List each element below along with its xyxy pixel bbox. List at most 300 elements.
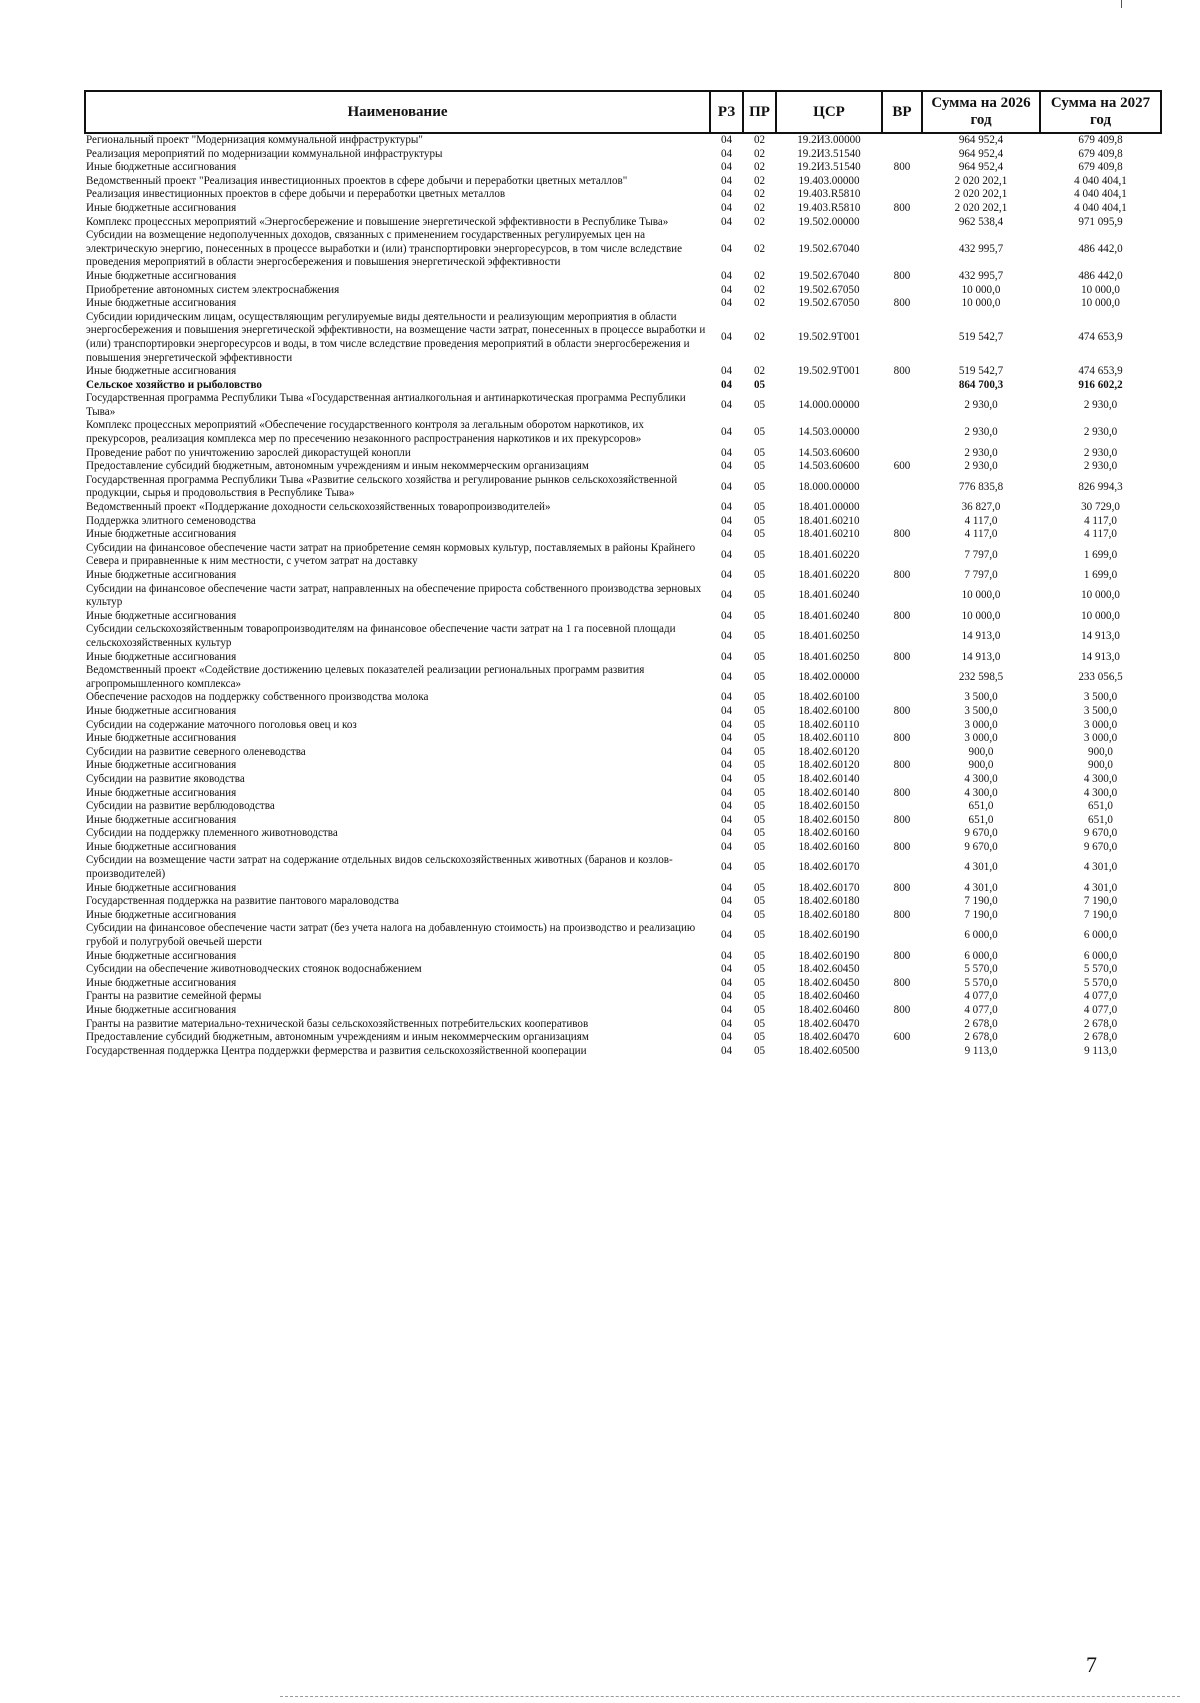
row-sum-2027: 900,0 [1088,745,1113,758]
row-rz: 04 [720,331,733,344]
row-sum-2026: 519 542,7 [958,331,1004,344]
row-sum-2026: 964 952,4 [958,134,1004,146]
row-vr: 800 [893,949,911,962]
row-vr [882,542,922,569]
row-csr: 18.402.60460 [798,1004,860,1016]
row-name: Предоставление субсидий бюджетным, автономным учреждениям и иным некоммерческим организациям [86,1031,589,1044]
row-sum-2026: 4 300,0 [964,786,998,799]
row-sum-2026: 7 190,0 [964,908,998,921]
table-row [85,474,1161,501]
row-pr: 05 [753,1044,766,1057]
row-sum-2026: 2 020 202,1 [954,188,1008,201]
row-pr: 05 [753,480,766,493]
row-rz: 04 [720,283,733,296]
row-csr: 18.402.60160 [798,827,860,840]
row-csr: 18.401.60240 [798,589,860,602]
row-sum-2027: 4 040 404,1 [1074,174,1127,187]
row-csr: 18.401.60250 [798,650,860,663]
table-row [85,202,1161,216]
row-pr: 05 [753,426,766,439]
row-name: Гранты на развитие материально-технической базы сельскохозяйственных потребительских кооперативов [86,1017,589,1030]
row-rz: 04 [720,759,733,772]
row-pr: 05 [753,990,766,1003]
table-row [85,297,1161,311]
row-csr: 18.402.60150 [798,813,860,826]
row-sum-2027: 4 077,0 [1083,1004,1118,1016]
header-csr: ЦСР [776,91,882,133]
row-sum-2026: 864 700,3 [958,378,1004,391]
scan-edge-line [280,1696,1180,1697]
table-row [85,963,1161,977]
row-rz: 04 [720,460,733,473]
table-row [85,759,1161,773]
row-csr: 18.402.60180 [798,895,860,908]
row-sum-2027: 7 190,0 [1083,895,1118,908]
row-sum-2027: 9 670,0 [1083,827,1118,840]
row-name: Ведомственный проект «Поддержание доходности сельскохозяйственных товаропроизводителей» [86,501,551,514]
row-sum-2027: 1 699,0 [1083,548,1118,561]
row-pr: 05 [753,589,766,602]
row-name: Ведомственный проект «Содействие достижению целевых показателей реализации региональных программ развития агропромышленного комплекса» [86,664,645,690]
row-vr [882,311,922,365]
row-rz: 04 [720,134,733,146]
row-csr: 18.401.60250 [798,630,860,643]
row-name: Иные бюджетные ассигнования [86,650,237,663]
table-row [85,175,1161,189]
table-row [85,691,1161,705]
row-pr: 05 [753,704,766,717]
row-pr: 05 [753,514,766,527]
row-pr: 05 [753,569,766,581]
table-row [85,705,1161,719]
table-row [85,1031,1161,1045]
row-rz: 04 [720,297,733,310]
row-sum-2027: 10 000,0 [1081,297,1120,310]
row-sum-2027: 2 678,0 [1083,1031,1118,1044]
row-pr: 02 [753,331,766,344]
row-vr: 800 [893,201,911,214]
row-vr: 800 [893,650,911,663]
row-name: Иные бюджетные ассигнования [86,732,237,745]
row-rz: 04 [720,446,733,459]
row-rz: 04 [720,242,733,255]
table-row [85,542,1161,569]
row-rz: 04 [720,861,733,874]
row-pr: 05 [753,759,766,772]
row-pr: 05 [753,630,766,643]
table-row [85,814,1161,828]
row-vr: 600 [893,1031,911,1044]
row-name: Субсидии на развитие яководства [86,772,245,785]
row-vr: 800 [893,759,911,772]
row-rz: 04 [720,1017,733,1030]
row-vr [882,990,922,1004]
row-pr: 05 [753,1031,766,1044]
row-pr: 05 [753,813,766,826]
row-csr: 18.402.60190 [798,949,860,962]
row-csr: 18.402.60140 [798,772,860,785]
row-sum-2027: 10 000,0 [1081,609,1120,622]
row-csr: 18.401.60210 [798,514,860,527]
row-name: Государственная поддержка Центра поддержки фермерства и развития сельскохозяйственной кооперации [86,1044,587,1057]
row-name: Иные бюджетные ассигнования [86,786,237,799]
row-vr: 800 [893,569,911,581]
table-row [85,895,1161,909]
row-sum-2026: 4 077,0 [964,990,998,1003]
row-sum-2026: 3 500,0 [964,704,998,717]
row-csr: 19.403.R5810 [797,201,861,214]
row-sum-2027: 5 570,0 [1083,963,1118,976]
row-pr: 05 [753,772,766,785]
row-rz: 04 [720,630,733,643]
table-row [85,922,1161,949]
row-sum-2027: 30 729,0 [1081,501,1120,514]
table-row [85,746,1161,760]
row-sum-2027: 826 994,3 [1078,480,1123,493]
row-sum-2027: 4 300,0 [1083,772,1118,785]
row-sum-2026: 5 570,0 [964,976,998,989]
row-csr: 19.403.R5810 [797,188,861,201]
row-name: Реализация мероприятий по модернизации коммунальной инфраструктуры [86,147,443,160]
row-sum-2026: 14 913,0 [961,650,1001,663]
row-sum-2027: 9 113,0 [1084,1044,1117,1057]
row-sum-2026: 2 930,0 [964,446,998,459]
row-name: Субсидии на финансовое обеспечение части затрат, направленных на обеспечение прироста собственного производства зерновых культур [86,582,702,609]
row-vr [882,379,922,393]
row-sum-2027: 2 678,0 [1083,1017,1118,1030]
row-rz: 04 [720,399,733,412]
row-sum-2027: 9 670,0 [1083,840,1118,853]
row-csr: 18.402.60110 [798,718,860,731]
row-vr [882,854,922,881]
row-sum-2027: 474 653,9 [1078,365,1123,378]
row-csr: 19.502.00000 [798,215,860,228]
row-rz: 04 [720,895,733,908]
table-row [85,651,1161,665]
row-rz: 04 [720,813,733,826]
row-name: Субсидии на содержание маточного поголовья овец и коз [86,718,357,731]
row-sum-2027: 679 409,8 [1078,134,1123,146]
row-rz: 04 [720,929,733,942]
row-vr [882,392,922,419]
row-sum-2026: 3 000,0 [964,732,998,745]
row-vr [882,175,922,189]
row-csr: 18.402.60100 [798,691,860,704]
row-name: Сельское хозяйство и рыболовство [86,378,262,391]
row-pr: 05 [753,691,766,704]
row-name: Субсидии сельскохозяйственным товаропроизводителям на финансовое обеспечение части затрат на 1 га посевной площади сельскохозяйственных культур [86,623,676,649]
row-pr: 05 [753,528,766,541]
row-name: Иные бюджетные ассигнования [86,161,237,174]
row-vr [882,623,922,650]
table-row [85,528,1161,542]
row-pr: 05 [753,650,766,663]
row-csr: 18.402.60160 [798,840,860,853]
row-pr: 05 [753,460,766,473]
row-csr: 18.402.60120 [798,759,860,772]
row-sum-2026: 4 117,0 [964,528,998,541]
row-rz: 04 [720,589,733,602]
table-row [85,133,1161,148]
row-vr [882,216,922,230]
row-vr: 800 [893,161,911,174]
row-csr: 18.402.60150 [798,800,860,813]
row-pr: 05 [753,399,766,412]
row-sum-2026: 6 000,0 [964,929,998,942]
row-rz: 04 [720,745,733,758]
row-rz: 04 [720,990,733,1003]
header-vr: ВР [882,91,922,133]
row-pr: 05 [753,963,766,976]
row-vr [882,229,922,270]
row-pr: 05 [753,1004,766,1016]
row-pr: 02 [753,283,766,296]
row-sum-2026: 651,0 [968,800,994,813]
row-name: Субсидии на развитие верблюдоводства [86,800,275,813]
row-name: Комплекс процессных мероприятий «Энергосбережение и повышение энергетической эффективности в Республике Тыва» [86,215,669,228]
row-sum-2027: 3 500,0 [1083,691,1118,704]
row-sum-2027: 14 913,0 [1081,650,1120,663]
row-csr: 14.503.00000 [798,426,860,439]
row-name: Предоставление субсидий бюджетным, автономным учреждениям и иным некоммерческим организациям [86,460,589,473]
row-vr: 800 [893,269,911,282]
row-pr: 05 [753,895,766,908]
row-name: Государственная программа Республики Тыва «Государственная антиалкогольная и антинаркотическая программа Республики Тыва» [86,392,686,418]
row-vr: 800 [893,297,911,310]
row-vr: 800 [893,704,911,717]
row-pr: 05 [753,881,766,894]
row-sum-2026: 4 301,0 [964,881,998,894]
row-csr: 18.402.60180 [798,908,860,921]
row-sum-2026: 3 000,0 [964,718,998,731]
row-sum-2026: 14 913,0 [961,630,1001,643]
row-csr: 14.503.60600 [798,446,860,459]
row-csr: 18.401.60220 [798,569,860,581]
row-vr [882,963,922,977]
row-pr: 05 [753,670,766,683]
row-rz: 04 [720,569,733,581]
row-name: Иные бюджетные ассигнования [86,976,237,989]
table-row [85,950,1161,964]
row-sum-2026: 2 678,0 [964,1017,998,1030]
row-name: Гранты на развитие семейной фермы [86,990,262,1003]
row-vr [882,895,922,909]
row-vr: 800 [893,732,911,745]
row-sum-2026: 519 542,7 [958,365,1004,378]
table-row [85,1045,1161,1059]
row-sum-2027: 651,0 [1088,813,1113,826]
row-sum-2027: 679 409,8 [1078,161,1123,174]
row-sum-2027: 486 442,0 [1078,269,1123,282]
row-sum-2026: 9 670,0 [964,840,998,853]
row-csr [776,379,882,393]
row-vr [882,773,922,787]
row-sum-2027: 5 570,0 [1083,976,1118,989]
row-sum-2027: 4 077,0 [1083,990,1118,1003]
row-pr: 02 [753,134,766,146]
table-row [85,664,1161,691]
row-sum-2027: 474 653,9 [1078,331,1123,344]
row-pr: 05 [753,786,766,799]
row-rz: 04 [720,718,733,731]
row-csr: 19.502.67040 [798,242,860,255]
row-sum-2026: 9 670,0 [964,827,998,840]
row-csr: 18.402.60100 [798,704,860,717]
table-row [85,827,1161,841]
table-row [85,311,1161,365]
row-vr: 600 [893,460,911,473]
row-rz: 04 [720,732,733,745]
row-pr: 02 [753,147,766,160]
row-vr [882,1018,922,1032]
row-rz: 04 [720,378,733,391]
row-name: Иные бюджетные ассигнования [86,269,237,282]
row-name: Обеспечение расходов на поддержку собственного производства молока [86,691,429,704]
row-sum-2026: 964 952,4 [958,147,1004,160]
table-body [85,133,1161,1058]
row-pr: 05 [753,745,766,758]
row-csr: 19.2И3.51540 [797,147,861,160]
row-sum-2027: 3 000,0 [1083,732,1118,745]
row-vr [882,691,922,705]
table-row [85,365,1161,379]
row-sum-2026: 2 930,0 [964,399,998,412]
header-sum-2027: Сумма на 2027 год [1040,91,1161,133]
row-sum-2027: 4 117,0 [1084,514,1117,527]
row-sum-2027: 651,0 [1088,800,1113,813]
row-rz: 04 [720,772,733,785]
row-csr: 19.2И3.00000 [797,134,861,146]
row-sum-2026: 900,0 [968,745,994,758]
row-sum-2027: 6 000,0 [1083,949,1118,962]
row-rz: 04 [720,786,733,799]
row-pr: 02 [753,365,766,378]
table-row [85,379,1161,393]
row-sum-2027: 4 301,0 [1083,881,1118,894]
row-csr: 18.402.60140 [798,786,860,799]
row-sum-2026: 432 995,7 [958,242,1004,255]
row-name: Иные бюджетные ассигнования [86,949,237,962]
row-vr: 800 [893,365,911,378]
row-sum-2027: 4 040 404,1 [1074,201,1127,214]
header-name: Наименование [85,91,710,133]
row-sum-2026: 4 117,0 [964,514,998,527]
row-vr [882,664,922,691]
row-rz: 04 [720,426,733,439]
row-rz: 04 [720,215,733,228]
row-pr: 02 [753,161,766,174]
page-number: 7 [1086,1652,1097,1677]
row-sum-2027: 2 930,0 [1083,426,1118,439]
row-name: Иные бюджетные ассигнования [86,528,237,541]
table-row [85,854,1161,881]
row-rz: 04 [720,161,733,174]
table-row [85,719,1161,733]
row-pr: 05 [753,378,766,391]
row-rz: 04 [720,528,733,541]
row-sum-2026: 2 020 202,1 [954,201,1008,214]
row-sum-2026: 2 020 202,1 [954,174,1008,187]
row-sum-2026: 10 000,0 [961,609,1001,622]
row-name: Иные бюджетные ассигнования [86,704,237,717]
row-sum-2026: 2 678,0 [964,1031,998,1044]
row-csr: 18.402.60460 [798,990,860,1003]
row-sum-2026: 10 000,0 [961,283,1001,296]
table-row [85,773,1161,787]
row-rz: 04 [720,881,733,894]
row-sum-2026: 4 300,0 [964,772,998,785]
row-sum-2026: 2 930,0 [964,426,998,439]
row-rz: 04 [720,609,733,622]
row-name: Субсидии юридическим лицам, осуществляющим регулируемые виды деятельности и реализующим мероприятия в области энергосбережения и повышения энергетической эффективности, на возмещение части затрат, понесенных в процессе выработки и (или) транспортировки энергоресурсов и воды, в том числе вследствие проведения мероприятий в области энергосбережения и повышения энергетической эффективности [86,310,706,364]
row-pr: 05 [753,446,766,459]
row-csr: 19.502.67050 [798,283,860,296]
row-name: Проведение работ по уничтожению зарослей дикорастущей конопли [86,446,411,459]
table-row [85,882,1161,896]
row-sum-2027: 4 301,0 [1083,861,1118,874]
row-sum-2026: 5 570,0 [964,963,998,976]
row-csr: 18.402.60500 [798,1044,860,1057]
row-name: Иные бюджетные ассигнования [86,569,237,581]
row-sum-2027: 10 000,0 [1081,589,1120,602]
row-sum-2026: 10 000,0 [961,297,1001,310]
row-pr: 05 [753,861,766,874]
row-name: Иные бюджетные ассигнования [86,1004,237,1016]
table-row [85,392,1161,419]
row-rz: 04 [720,963,733,976]
row-rz: 04 [720,670,733,683]
row-csr: 18.402.60110 [798,732,860,745]
table-row [85,515,1161,529]
row-csr: 18.402.60190 [798,929,860,942]
row-name: Субсидии на возмещение недополученных доходов, связанных с применением государственных регулируемых цен на электрическую энергию, понесенных в процессе выработки и (или) транспортировки энергоресурсов, в том числе вследствие проведения мероприятий в области энергосбережения и повышения энергетической эффективности [86,229,683,269]
row-name: Комплекс процессных мероприятий «Обеспечение государственного контроля за легальным оборотом наркотиков, их прекурсоров, реализация комплекса мер по пресечению незаконного распространения наркотиков и их прекурсоров» [86,419,644,446]
table-row [85,501,1161,515]
row-rz: 04 [720,704,733,717]
table-row [85,800,1161,814]
row-pr: 05 [753,1017,766,1030]
row-sum-2027: 916 602,2 [1078,378,1123,391]
row-name: Государственная поддержка на развитие пантового мараловодства [86,895,399,908]
table-row [85,229,1161,270]
table-row [85,610,1161,624]
row-pr: 05 [753,949,766,962]
row-vr [882,583,922,610]
table-row [85,732,1161,746]
row-sum-2027: 14 913,0 [1081,630,1120,643]
row-name: Реализация инвестиционных проектов в сфере добычи и переработки цветных металлов [86,188,506,201]
row-rz: 04 [720,650,733,663]
row-pr: 02 [753,201,766,214]
row-vr: 800 [893,881,911,894]
row-rz: 04 [720,174,733,187]
row-vr: 800 [893,840,911,853]
row-csr: 19.502.9Т001 [797,331,861,344]
row-vr [882,284,922,298]
row-pr: 05 [753,908,766,921]
row-csr: 19.2И3.51540 [797,161,861,174]
row-csr: 18.402.00000 [798,670,860,683]
table-row [85,148,1161,162]
row-sum-2026: 7 190,0 [964,895,998,908]
table-row [85,909,1161,923]
row-csr: 19.502.9Т001 [797,365,861,378]
header-sum-2026: Сумма на 2026 год [922,91,1040,133]
row-name: Региональный проект "Модернизация коммунальной инфраструктуры" [86,134,423,146]
row-pr: 05 [753,976,766,989]
row-rz: 04 [720,548,733,561]
row-name: Иные бюджетные ассигнования [86,840,237,853]
